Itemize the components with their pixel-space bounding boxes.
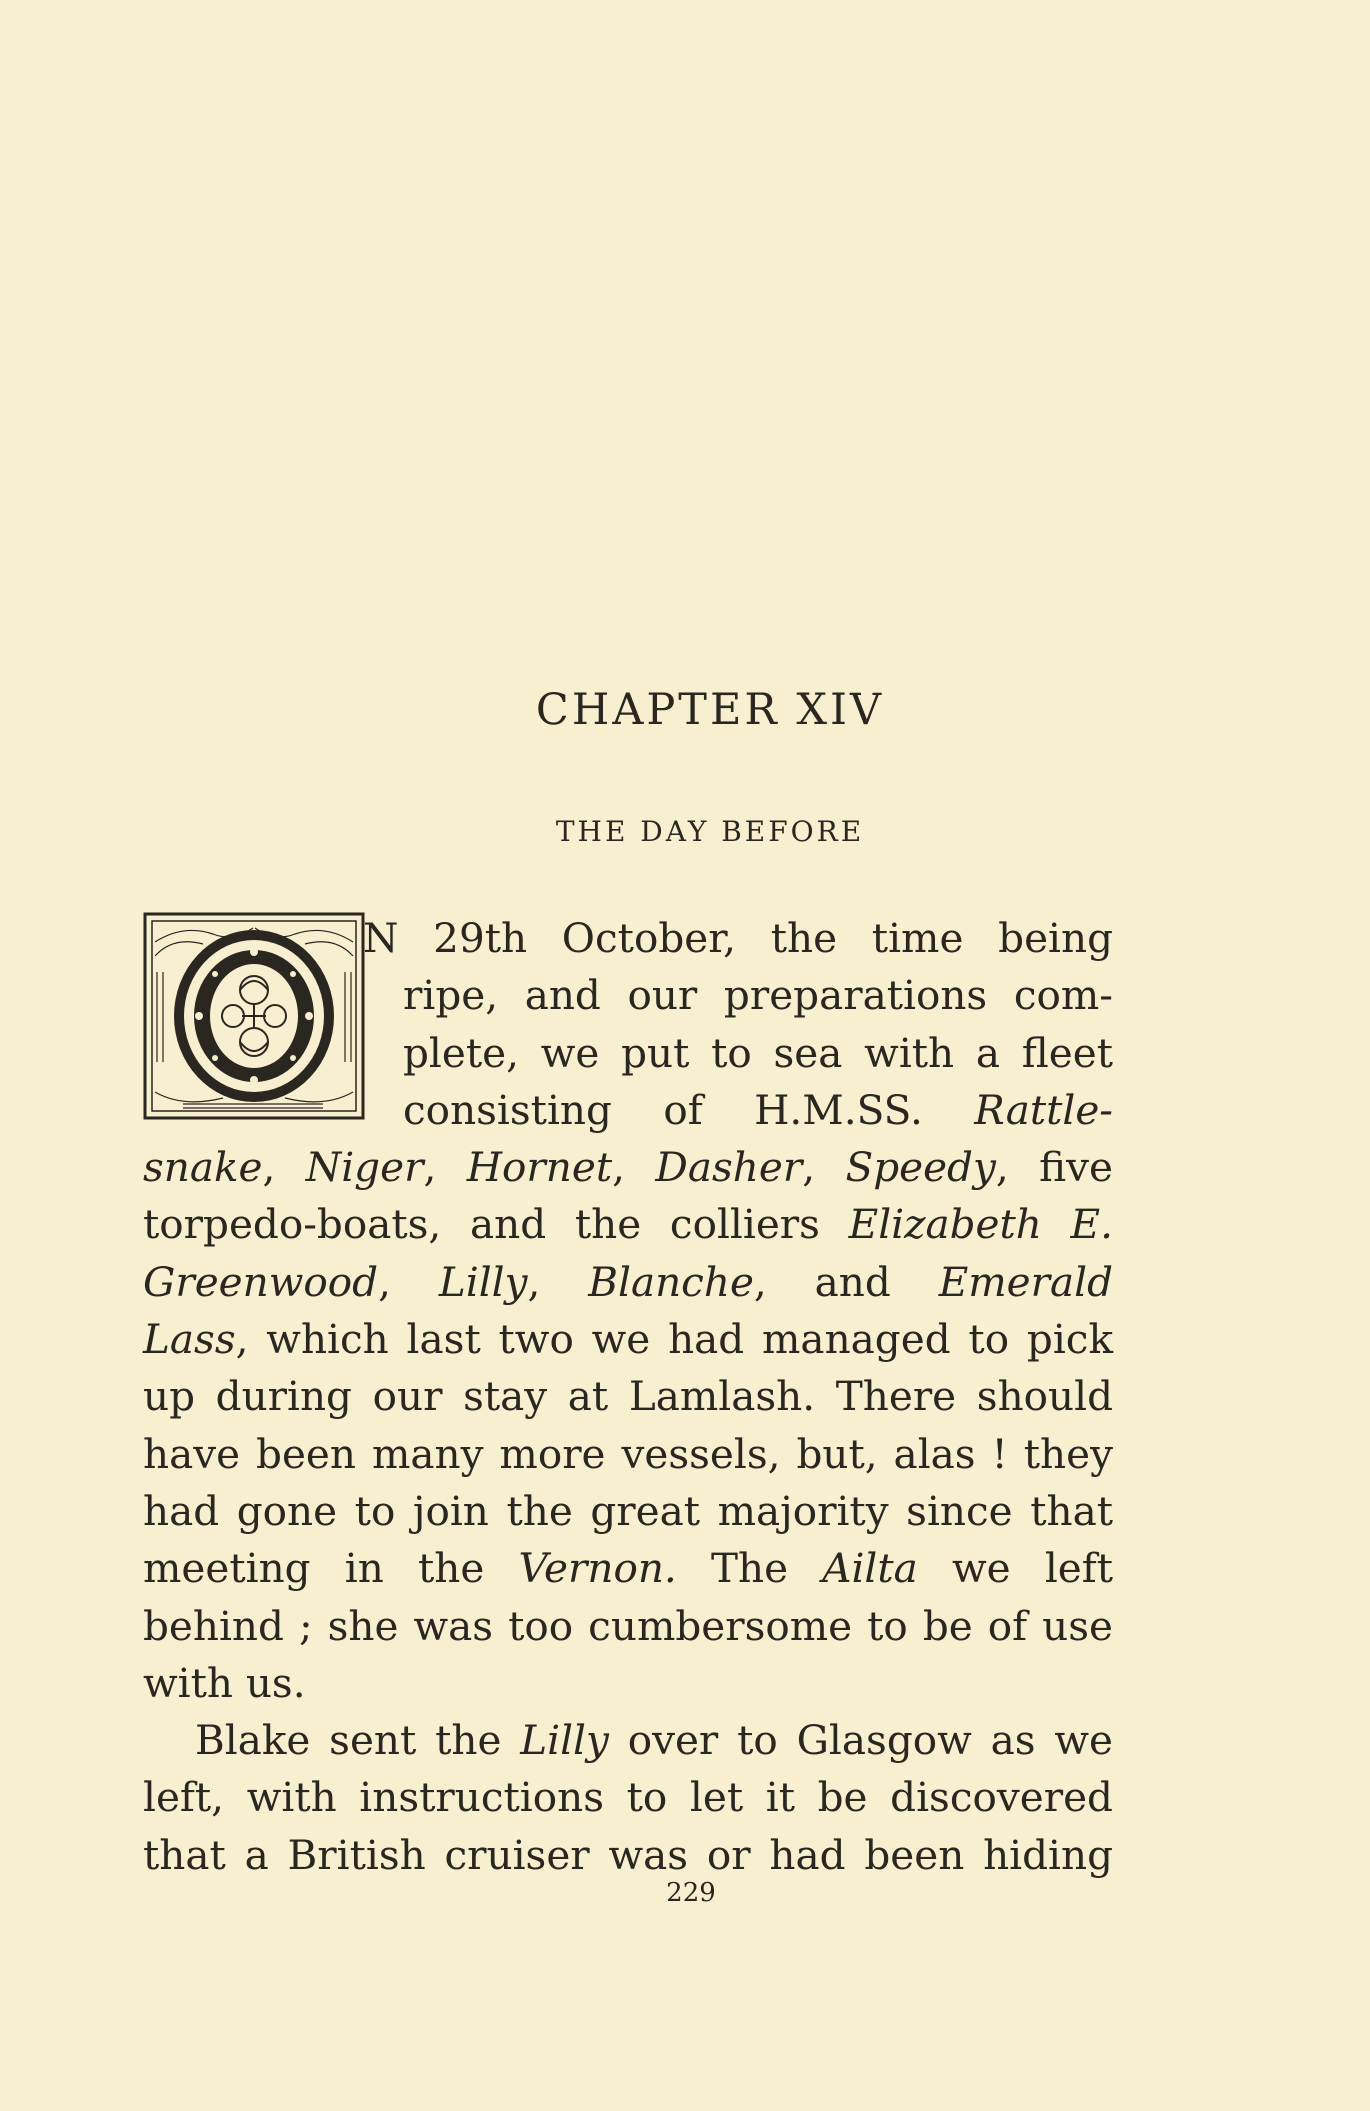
body-text bbox=[143, 910, 1113, 1884]
ship-name: Vernon. bbox=[518, 1544, 677, 1593]
chapter-title: CHAPTER XIV bbox=[535, 685, 885, 735]
text-line bbox=[143, 1712, 1113, 1769]
text-line bbox=[143, 1196, 1113, 1253]
text-line bbox=[143, 1082, 1113, 1139]
text-run: meeting in the bbox=[143, 1544, 519, 1593]
text-line: up during our stay at Lamlash. There should bbox=[143, 1372, 1113, 1421]
ship-name: Rattle- bbox=[974, 1085, 1113, 1134]
text-line: ripe, and our preparations com- bbox=[403, 971, 1113, 1020]
ship-name: Blanche bbox=[588, 1257, 754, 1306]
text-line bbox=[143, 1540, 1113, 1597]
ship-name: Hornet bbox=[466, 1143, 613, 1192]
text-line: snake, Niger, Hornet, Dasher, Speedy, five bbox=[143, 1143, 1113, 1192]
ship-name: Emerald bbox=[938, 1257, 1114, 1306]
text-line: had gone to join the great majority since that bbox=[143, 1486, 1113, 1535]
text-run: five bbox=[1008, 1143, 1113, 1192]
text-line: N 29th October, the time being bbox=[363, 914, 1113, 962]
ship-name: Niger bbox=[305, 1143, 424, 1192]
ship-name: Lass bbox=[143, 1315, 236, 1364]
ship-name: snake bbox=[143, 1143, 263, 1192]
ship-name: Lilly bbox=[520, 1716, 609, 1765]
text-run: consisting of H.M.SS. bbox=[403, 1085, 975, 1134]
ship-name: Ailta bbox=[822, 1544, 918, 1593]
text-run: torpedo-boats, and the colliers bbox=[143, 1200, 849, 1249]
text-line: left, with instructions to let it be discovered bbox=[143, 1773, 1113, 1822]
text-line: plete, we put to sea with a fleet bbox=[403, 1028, 1113, 1077]
text-line: that a British cruiser was or had been hiding bbox=[143, 1830, 1113, 1879]
ship-name: Lilly bbox=[438, 1257, 528, 1306]
text-run: , which last two we had managed to pick bbox=[235, 1315, 1113, 1364]
ship-name: Greenwood bbox=[143, 1257, 379, 1306]
text-run: Blake sent the bbox=[195, 1716, 521, 1765]
ship-name: Dasher bbox=[655, 1143, 803, 1192]
chapter-subtitle: THE DAY BEFORE bbox=[555, 815, 865, 848]
text-line bbox=[143, 1311, 1113, 1368]
ship-name: Speedy bbox=[845, 1143, 996, 1192]
ship-name: Elizabeth E. bbox=[848, 1200, 1113, 1249]
text-run: over to Glasgow as we bbox=[608, 1716, 1113, 1765]
text-line: Greenwood, Lilly, Blanche, and Emerald bbox=[143, 1257, 1114, 1306]
text-line: with us. bbox=[143, 1658, 306, 1707]
text-run: we left bbox=[917, 1544, 1114, 1593]
text-line: behind ; she was too cumbersome to be of use bbox=[143, 1601, 1113, 1650]
text-line: have been many more vessels, but, alas ! they bbox=[143, 1429, 1113, 1478]
text-run: The bbox=[676, 1544, 823, 1593]
text-run: and bbox=[766, 1257, 939, 1306]
page-number: 229 bbox=[666, 1878, 716, 1908]
